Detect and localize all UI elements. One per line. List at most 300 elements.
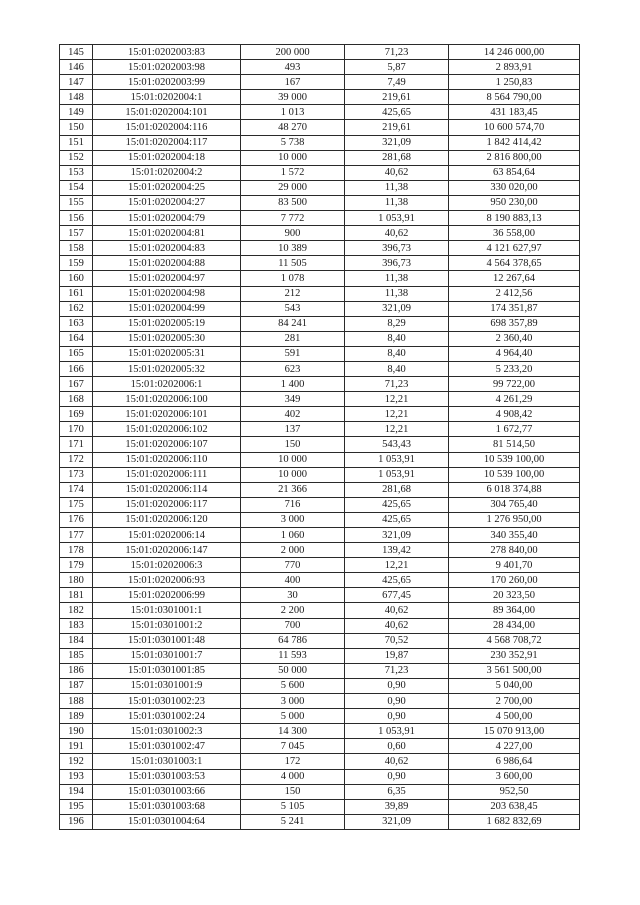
specific-value-cell: 0,90: [345, 769, 449, 784]
cadastral-value-cell: 2 816 800,00: [449, 150, 580, 165]
cadastral-number-cell: 15:01:0202006:147: [93, 543, 241, 558]
area-cell: 172: [241, 754, 345, 769]
table-row: [60, 769, 580, 784]
cadastral-value-cell: 1 842 414,42: [449, 135, 580, 150]
cadastral-value-cell: 330 020,00: [449, 180, 580, 195]
cadastral-value-cell: 3 561 500,00: [449, 663, 580, 678]
cadastral-number-cell: 15:01:0202004:81: [93, 226, 241, 241]
cadastral-value-cell: 4 964,40: [449, 346, 580, 361]
area-cell: 716: [241, 497, 345, 512]
row-number-cell: 181: [60, 588, 93, 603]
area-cell: 167: [241, 75, 345, 90]
area-cell: 543: [241, 301, 345, 316]
table-row: [60, 60, 580, 75]
row-number-cell: 183: [60, 618, 93, 633]
cadastral-number-cell: 15:01:0202004:99: [93, 301, 241, 316]
cadastral-number-cell: 15:01:0202003:99: [93, 75, 241, 90]
cadastral-number-cell: 15:01:0301001:1: [93, 603, 241, 618]
specific-value-cell: 11,38: [345, 180, 449, 195]
specific-value-cell: 1 053,91: [345, 452, 449, 467]
row-number-cell: 146: [60, 60, 93, 75]
specific-value-cell: 1 053,91: [345, 724, 449, 739]
row-number-cell: 165: [60, 346, 93, 361]
cadastral-value-cell: 10 539 100,00: [449, 467, 580, 482]
table-row: [60, 558, 580, 573]
specific-value-cell: 0,90: [345, 678, 449, 693]
row-number-cell: 178: [60, 543, 93, 558]
cadastral-value-cell: 340 355,40: [449, 528, 580, 543]
cadastral-number-cell: 15:01:0202006:111: [93, 467, 241, 482]
specific-value-cell: 396,73: [345, 256, 449, 271]
table-row: [60, 256, 580, 271]
row-number-cell: 196: [60, 814, 93, 829]
cadastral-value-cell: 4 908,42: [449, 407, 580, 422]
area-cell: 3 000: [241, 694, 345, 709]
cadastral-number-cell: 15:01:0202003:83: [93, 45, 241, 60]
area-cell: 900: [241, 226, 345, 241]
row-number-cell: 191: [60, 739, 93, 754]
cadastral-value-cell: 304 765,40: [449, 497, 580, 512]
cadastral-value-cell: 1 276 950,00: [449, 512, 580, 527]
area-cell: 402: [241, 407, 345, 422]
area-cell: 5 105: [241, 799, 345, 814]
area-cell: 5 000: [241, 709, 345, 724]
row-number-cell: 156: [60, 211, 93, 226]
cadastral-value-cell: 8 190 883,13: [449, 211, 580, 226]
cadastral-value-cell: 4 568 708,72: [449, 633, 580, 648]
row-number-cell: 187: [60, 678, 93, 693]
table-row: [60, 543, 580, 558]
cadastral-value-cell: 6 986,64: [449, 754, 580, 769]
area-cell: 1 078: [241, 271, 345, 286]
cadastral-number-cell: 15:01:0301002:24: [93, 709, 241, 724]
table-row: [60, 648, 580, 663]
cadastral-number-cell: 15:01:0202005:32: [93, 361, 241, 376]
cadastral-number-cell: 15:01:0202006:100: [93, 392, 241, 407]
specific-value-cell: 19,87: [345, 648, 449, 663]
cadastral-value-cell: 2 700,00: [449, 694, 580, 709]
table-row: [60, 422, 580, 437]
area-cell: 400: [241, 573, 345, 588]
table-row: [60, 603, 580, 618]
cadastral-number-cell: 15:01:0301003:1: [93, 754, 241, 769]
cadastral-value-cell: 4 500,00: [449, 709, 580, 724]
specific-value-cell: 321,09: [345, 528, 449, 543]
specific-value-cell: 281,68: [345, 482, 449, 497]
cadastral-value-cell: 4 261,29: [449, 392, 580, 407]
specific-value-cell: 543,43: [345, 437, 449, 452]
area-cell: 700: [241, 618, 345, 633]
table-row: [60, 195, 580, 210]
row-number-cell: 185: [60, 648, 93, 663]
cadastral-number-cell: 15:01:0301001:7: [93, 648, 241, 663]
specific-value-cell: 139,42: [345, 543, 449, 558]
table-row: [60, 392, 580, 407]
area-cell: 1 400: [241, 377, 345, 392]
specific-value-cell: 71,23: [345, 663, 449, 678]
cadastral-value-cell: 1 682 832,69: [449, 814, 580, 829]
area-cell: 3 000: [241, 512, 345, 527]
specific-value-cell: 677,45: [345, 588, 449, 603]
table-row: [60, 120, 580, 135]
cadastral-number-cell: 15:01:0202004:88: [93, 256, 241, 271]
area-cell: 10 389: [241, 241, 345, 256]
area-cell: 48 270: [241, 120, 345, 135]
area-cell: 150: [241, 437, 345, 452]
table-row: [60, 211, 580, 226]
specific-value-cell: 425,65: [345, 105, 449, 120]
area-cell: 11 593: [241, 648, 345, 663]
row-number-cell: 161: [60, 286, 93, 301]
table-row: [60, 497, 580, 512]
table-row: [60, 165, 580, 180]
cadastral-value-cell: 952,50: [449, 784, 580, 799]
table-row: [60, 467, 580, 482]
row-number-cell: 157: [60, 226, 93, 241]
cadastral-value-cell: 8 564 790,00: [449, 90, 580, 105]
row-number-cell: 148: [60, 90, 93, 105]
cadastral-value-cell: 2 412,56: [449, 286, 580, 301]
row-number-cell: 195: [60, 799, 93, 814]
cadastral-value-cell: 99 722,00: [449, 377, 580, 392]
table-row: [60, 135, 580, 150]
cadastral-number-cell: 15:01:0301001:9: [93, 678, 241, 693]
area-cell: 5 738: [241, 135, 345, 150]
row-number-cell: 167: [60, 377, 93, 392]
specific-value-cell: 425,65: [345, 573, 449, 588]
area-cell: 7 772: [241, 211, 345, 226]
cadastral-number-cell: 15:01:0202005:30: [93, 331, 241, 346]
cadastral-value-cell: 5 040,00: [449, 678, 580, 693]
area-cell: 150: [241, 784, 345, 799]
cadastral-number-cell: 15:01:0202003:98: [93, 60, 241, 75]
cadastral-number-cell: 15:01:0202005:31: [93, 346, 241, 361]
cadastral-number-cell: 15:01:0202006:99: [93, 588, 241, 603]
specific-value-cell: 1 053,91: [345, 211, 449, 226]
cadastral-value-cell: 89 364,00: [449, 603, 580, 618]
area-cell: 14 300: [241, 724, 345, 739]
row-number-cell: 153: [60, 165, 93, 180]
area-cell: 5 241: [241, 814, 345, 829]
area-cell: 2 000: [241, 543, 345, 558]
cadastral-number-cell: 15:01:0202006:117: [93, 497, 241, 512]
area-cell: 2 200: [241, 603, 345, 618]
table-row: [60, 618, 580, 633]
cadastral-value-cell: 278 840,00: [449, 543, 580, 558]
row-number-cell: 175: [60, 497, 93, 512]
specific-value-cell: 71,23: [345, 45, 449, 60]
table-row: [60, 377, 580, 392]
area-cell: 21 366: [241, 482, 345, 497]
specific-value-cell: 12,21: [345, 422, 449, 437]
row-number-cell: 168: [60, 392, 93, 407]
specific-value-cell: 8,40: [345, 346, 449, 361]
cadastral-number-cell: 15:01:0202004:101: [93, 105, 241, 120]
cadastral-number-cell: 15:01:0301004:64: [93, 814, 241, 829]
row-number-cell: 151: [60, 135, 93, 150]
table-row: [60, 694, 580, 709]
row-number-cell: 173: [60, 467, 93, 482]
table-row: [60, 754, 580, 769]
specific-value-cell: 0,90: [345, 709, 449, 724]
cadastral-value-cell: 230 352,91: [449, 648, 580, 663]
row-number-cell: 145: [60, 45, 93, 60]
cadastral-value-cell: 3 600,00: [449, 769, 580, 784]
area-cell: 591: [241, 346, 345, 361]
cadastral-value-cell: 5 233,20: [449, 361, 580, 376]
row-number-cell: 150: [60, 120, 93, 135]
row-number-cell: 162: [60, 301, 93, 316]
specific-value-cell: 425,65: [345, 512, 449, 527]
cadastral-value-cell: 174 351,87: [449, 301, 580, 316]
table-row: [60, 346, 580, 361]
row-number-cell: 170: [60, 422, 93, 437]
specific-value-cell: 11,38: [345, 286, 449, 301]
row-number-cell: 184: [60, 633, 93, 648]
table-row: [60, 361, 580, 376]
cadastral-number-cell: 15:01:0202006:114: [93, 482, 241, 497]
cadastral-value-table: [59, 44, 580, 830]
table-row: [60, 407, 580, 422]
table-row: [60, 709, 580, 724]
table-row: [60, 678, 580, 693]
row-number-cell: 169: [60, 407, 93, 422]
cadastral-value-cell: 2 360,40: [449, 331, 580, 346]
table-row: [60, 814, 580, 829]
specific-value-cell: 321,09: [345, 301, 449, 316]
specific-value-cell: 1 053,91: [345, 467, 449, 482]
area-cell: 84 241: [241, 316, 345, 331]
table-row: [60, 316, 580, 331]
area-cell: 29 000: [241, 180, 345, 195]
cadastral-value-cell: 1 672,77: [449, 422, 580, 437]
area-cell: 623: [241, 361, 345, 376]
area-cell: 11 505: [241, 256, 345, 271]
table-row: [60, 180, 580, 195]
area-cell: 10 000: [241, 467, 345, 482]
cadastral-number-cell: 15:01:0202006:101: [93, 407, 241, 422]
cadastral-value-cell: 10 539 100,00: [449, 452, 580, 467]
cadastral-value-cell: 431 183,45: [449, 105, 580, 120]
area-cell: 10 000: [241, 452, 345, 467]
area-cell: 1 013: [241, 105, 345, 120]
table-row: [60, 90, 580, 105]
cadastral-number-cell: 15:01:0301002:47: [93, 739, 241, 754]
cadastral-value-cell: 6 018 374,88: [449, 482, 580, 497]
row-number-cell: 188: [60, 694, 93, 709]
cadastral-number-cell: 15:01:0301003:53: [93, 769, 241, 784]
table-row: [60, 241, 580, 256]
cadastral-value-cell: 203 638,45: [449, 799, 580, 814]
cadastral-value-cell: 36 558,00: [449, 226, 580, 241]
cadastral-number-cell: 15:01:0301003:68: [93, 799, 241, 814]
table-row: [60, 724, 580, 739]
cadastral-number-cell: 15:01:0202004:83: [93, 241, 241, 256]
cadastral-value-cell: 10 600 574,70: [449, 120, 580, 135]
row-number-cell: 158: [60, 241, 93, 256]
specific-value-cell: 40,62: [345, 754, 449, 769]
table-row: [60, 573, 580, 588]
specific-value-cell: 6,35: [345, 784, 449, 799]
table-body: [60, 45, 580, 830]
specific-value-cell: 12,21: [345, 392, 449, 407]
area-cell: 1 572: [241, 165, 345, 180]
table-row: [60, 226, 580, 241]
area-cell: 349: [241, 392, 345, 407]
cadastral-value-cell: 28 434,00: [449, 618, 580, 633]
cadastral-number-cell: 15:01:0202004:116: [93, 120, 241, 135]
row-number-cell: 159: [60, 256, 93, 271]
cadastral-number-cell: 15:01:0202004:117: [93, 135, 241, 150]
specific-value-cell: 219,61: [345, 120, 449, 135]
table-row: [60, 482, 580, 497]
area-cell: 281: [241, 331, 345, 346]
row-number-cell: 147: [60, 75, 93, 90]
cadastral-number-cell: 15:01:0202004:2: [93, 165, 241, 180]
cadastral-number-cell: 15:01:0301002:23: [93, 694, 241, 709]
cadastral-number-cell: 15:01:0202004:97: [93, 271, 241, 286]
area-cell: 1 060: [241, 528, 345, 543]
area-cell: 493: [241, 60, 345, 75]
table-row: [60, 633, 580, 648]
cadastral-number-cell: 15:01:0202006:102: [93, 422, 241, 437]
table-row: [60, 150, 580, 165]
cadastral-value-cell: 14 246 000,00: [449, 45, 580, 60]
table-row: [60, 301, 580, 316]
cadastral-number-cell: 15:01:0301002:3: [93, 724, 241, 739]
specific-value-cell: 40,62: [345, 165, 449, 180]
specific-value-cell: 71,23: [345, 377, 449, 392]
area-cell: 4 000: [241, 769, 345, 784]
cadastral-number-cell: 15:01:0301003:66: [93, 784, 241, 799]
area-cell: 30: [241, 588, 345, 603]
specific-value-cell: 281,68: [345, 150, 449, 165]
row-number-cell: 163: [60, 316, 93, 331]
specific-value-cell: 8,40: [345, 361, 449, 376]
specific-value-cell: 70,52: [345, 633, 449, 648]
cadastral-number-cell: 15:01:0202004:98: [93, 286, 241, 301]
table-row: [60, 739, 580, 754]
table-row: [60, 663, 580, 678]
table-row: [60, 105, 580, 120]
area-cell: 64 786: [241, 633, 345, 648]
row-number-cell: 155: [60, 195, 93, 210]
area-cell: 770: [241, 558, 345, 573]
specific-value-cell: 40,62: [345, 603, 449, 618]
table-row: [60, 512, 580, 527]
row-number-cell: 182: [60, 603, 93, 618]
specific-value-cell: 5,87: [345, 60, 449, 75]
cadastral-number-cell: 15:01:0301001:48: [93, 633, 241, 648]
specific-value-cell: 396,73: [345, 241, 449, 256]
row-number-cell: 171: [60, 437, 93, 452]
area-cell: 212: [241, 286, 345, 301]
table-row: [60, 45, 580, 60]
cadastral-value-cell: 1 250,83: [449, 75, 580, 90]
cadastral-number-cell: 15:01:0202006:1: [93, 377, 241, 392]
area-cell: 200 000: [241, 45, 345, 60]
area-cell: 7 045: [241, 739, 345, 754]
specific-value-cell: 40,62: [345, 226, 449, 241]
cadastral-number-cell: 15:01:0202004:27: [93, 195, 241, 210]
specific-value-cell: 39,89: [345, 799, 449, 814]
specific-value-cell: 12,21: [345, 407, 449, 422]
cadastral-number-cell: 15:01:0202006:110: [93, 452, 241, 467]
table-row: [60, 286, 580, 301]
area-cell: 137: [241, 422, 345, 437]
row-number-cell: 160: [60, 271, 93, 286]
row-number-cell: 152: [60, 150, 93, 165]
cadastral-value-cell: 9 401,70: [449, 558, 580, 573]
specific-value-cell: 321,09: [345, 814, 449, 829]
cadastral-number-cell: 15:01:0202004:1: [93, 90, 241, 105]
row-number-cell: 166: [60, 361, 93, 376]
specific-value-cell: 8,29: [345, 316, 449, 331]
table-row: [60, 271, 580, 286]
cadastral-number-cell: 15:01:0301001:2: [93, 618, 241, 633]
specific-value-cell: 0,60: [345, 739, 449, 754]
cadastral-value-cell: 4 564 378,65: [449, 256, 580, 271]
cadastral-value-cell: 698 357,89: [449, 316, 580, 331]
cadastral-number-cell: 15:01:0202006:120: [93, 512, 241, 527]
cadastral-value-cell: 4 121 627,97: [449, 241, 580, 256]
row-number-cell: 194: [60, 784, 93, 799]
cadastral-value-cell: 4 227,00: [449, 739, 580, 754]
specific-value-cell: 8,40: [345, 331, 449, 346]
specific-value-cell: 40,62: [345, 618, 449, 633]
row-number-cell: 186: [60, 663, 93, 678]
table-row: [60, 799, 580, 814]
table-row: [60, 331, 580, 346]
table-row: [60, 588, 580, 603]
cadastral-value-cell: 15 070 913,00: [449, 724, 580, 739]
specific-value-cell: 11,38: [345, 195, 449, 210]
row-number-cell: 149: [60, 105, 93, 120]
row-number-cell: 172: [60, 452, 93, 467]
row-number-cell: 193: [60, 769, 93, 784]
area-cell: 5 600: [241, 678, 345, 693]
row-number-cell: 180: [60, 573, 93, 588]
cadastral-value-cell: 20 323,50: [449, 588, 580, 603]
specific-value-cell: 11,38: [345, 271, 449, 286]
cadastral-value-cell: 12 267,64: [449, 271, 580, 286]
specific-value-cell: 7,49: [345, 75, 449, 90]
cadastral-value-cell: 63 854,64: [449, 165, 580, 180]
row-number-cell: 174: [60, 482, 93, 497]
row-number-cell: 164: [60, 331, 93, 346]
cadastral-number-cell: 15:01:0202006:14: [93, 528, 241, 543]
row-number-cell: 179: [60, 558, 93, 573]
table-row: [60, 75, 580, 90]
table-row: [60, 437, 580, 452]
cadastral-number-cell: 15:01:0202006:93: [93, 573, 241, 588]
row-number-cell: 154: [60, 180, 93, 195]
cadastral-number-cell: 15:01:0202005:19: [93, 316, 241, 331]
area-cell: 10 000: [241, 150, 345, 165]
row-number-cell: 176: [60, 512, 93, 527]
specific-value-cell: 321,09: [345, 135, 449, 150]
cadastral-value-cell: 170 260,00: [449, 573, 580, 588]
row-number-cell: 177: [60, 528, 93, 543]
cadastral-number-cell: 15:01:0202006:107: [93, 437, 241, 452]
specific-value-cell: 219,61: [345, 90, 449, 105]
specific-value-cell: 0,90: [345, 694, 449, 709]
cadastral-number-cell: 15:01:0202004:18: [93, 150, 241, 165]
specific-value-cell: 12,21: [345, 558, 449, 573]
area-cell: 83 500: [241, 195, 345, 210]
cadastral-value-cell: 2 893,91: [449, 60, 580, 75]
cadastral-number-cell: 15:01:0202004:25: [93, 180, 241, 195]
